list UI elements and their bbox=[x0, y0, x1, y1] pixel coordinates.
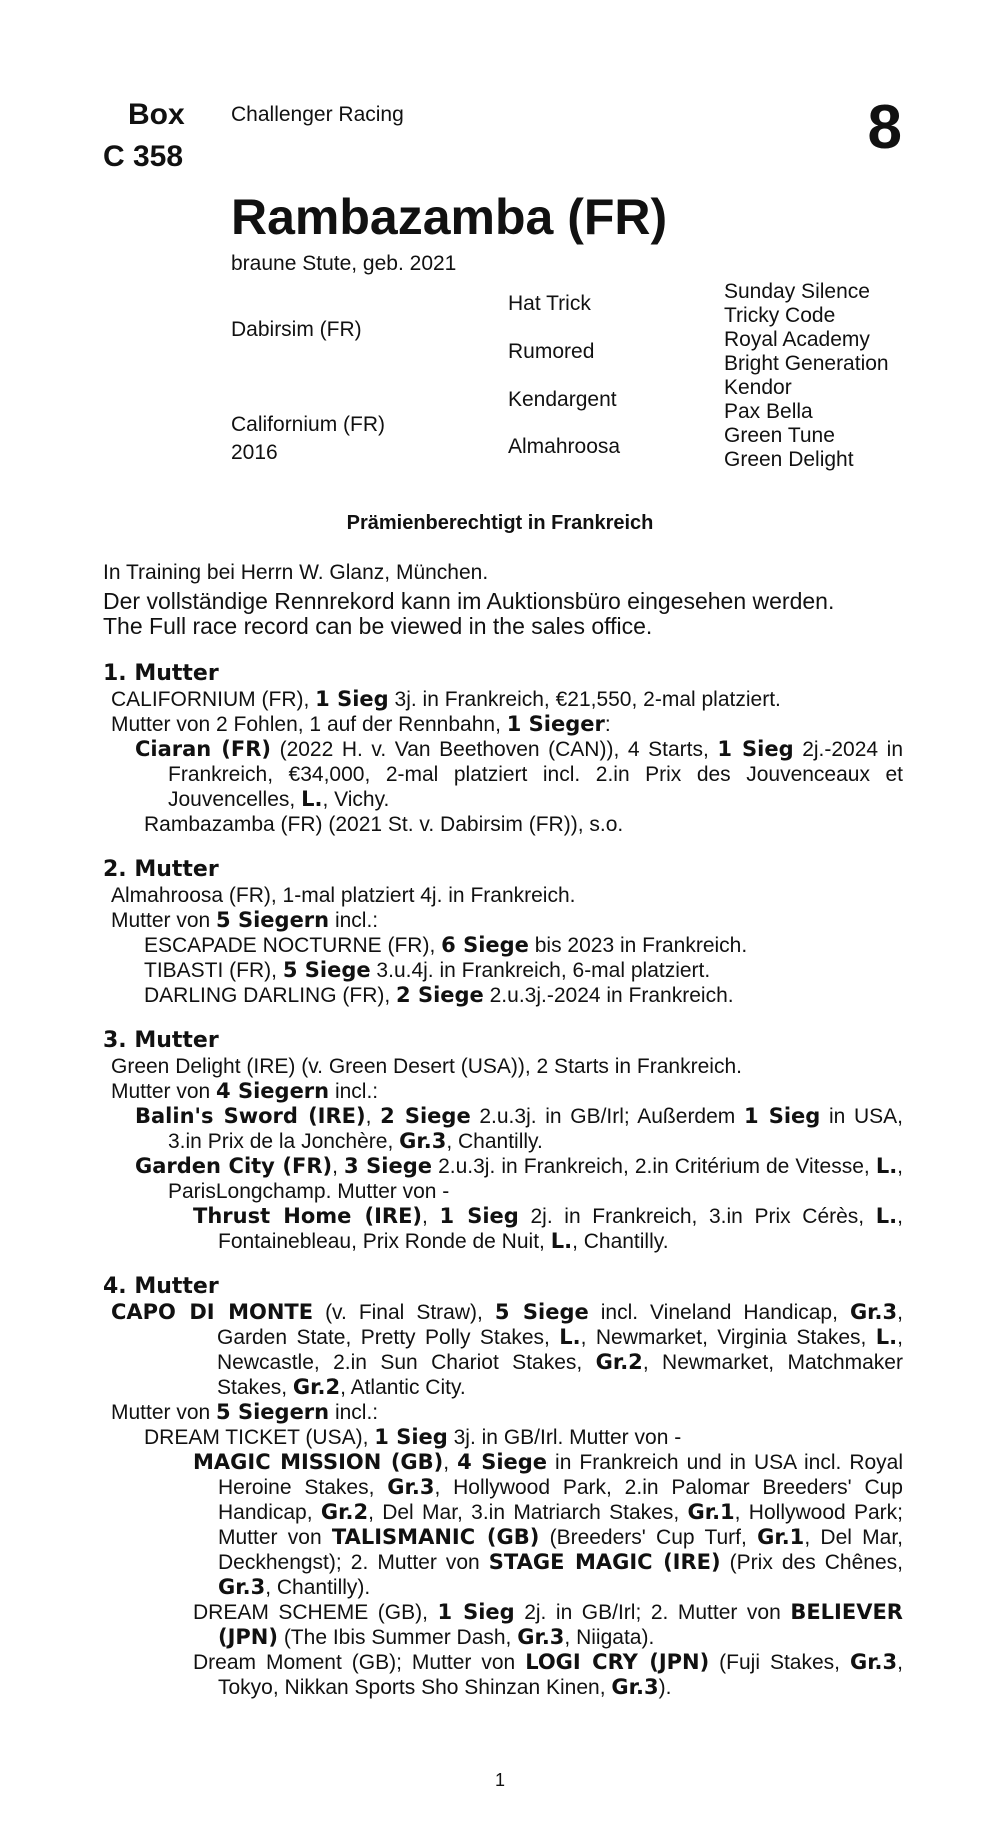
pedigree-grandparent: Rumored bbox=[508, 340, 595, 363]
section-title: 1. Mutter bbox=[103, 661, 219, 686]
produce-line: Mutter von 4 Siegern incl.: bbox=[111, 1079, 379, 1103]
record-note-de: Der vollständige Rennrekord kann im Auktionsbüro eingesehen werden. bbox=[103, 588, 835, 614]
first-dam-section bbox=[103, 661, 903, 837]
dam-line: Almahroosa (FR), 1-mal platziert 4j. in Frankreich. bbox=[111, 884, 576, 907]
fourth-dam-section bbox=[103, 1274, 903, 1700]
horse-description: braune Stute, geb. 2021 bbox=[231, 252, 457, 275]
pedigree-dam: Californium (FR) bbox=[231, 413, 386, 436]
offspring-entry: ESCAPADE NOCTURNE (FR), 6 Siege bis 2023 in Frankreich. bbox=[144, 933, 748, 957]
offspring-entry: Rambazamba (FR) (2021 St. v. Dabirsim (FR)), s.o. bbox=[144, 813, 624, 836]
page-number: 1 bbox=[494, 1770, 505, 1790]
box-number: C 358 bbox=[103, 140, 184, 173]
offspring-entry: Dream Moment (GB); Mutter von LOGI CRY (JPN) (Fuji Stakes, Gr.3, Tokyo, Nikkan Sports Sho Shinzan Kinen, Gr.3). bbox=[193, 1650, 903, 1699]
pedigree-great-grandparent: Green Delight bbox=[724, 448, 854, 471]
section-title: 2. Mutter bbox=[103, 857, 219, 882]
pedigree-great-grandparent: Green Tune bbox=[724, 424, 835, 447]
horse-name: Rambazamba (FR) bbox=[231, 189, 668, 245]
lot-number: 8 bbox=[867, 93, 902, 162]
pedigree-grandparent: Kendargent bbox=[508, 388, 617, 411]
section-title: 4. Mutter bbox=[103, 1274, 219, 1299]
offspring-entry: Garden City (FR), 3 Siege 2.u.3j. in Frankreich, 2.in Critérium de Vitesse, L., ParisLongchamp. Mutter von - bbox=[135, 1154, 904, 1203]
offspring-entry: MAGIC MISSION (GB), 4 Siege in Frankreich und in USA incl. Royal Heroine Stakes, Gr.3, Hollywood Park, 2.in Palomar Breeders' Cup Handicap, Gr.2, Del Mar, 3.in Matriarch Stakes, Gr.1, Hollywood Park; Mutter von TALISMANIC (GB) (Breeders' Cup Turf, Gr.1, Del Mar, Deckhengst); 2. Mutter von STAGE MAGIC (IRE) (Prix des Chênes, Gr.3, Chantilly). bbox=[193, 1450, 904, 1599]
dam-line: Green Delight (IRE) (v. Green Desert (USA)), 2 Starts in Frankreich. bbox=[111, 1055, 742, 1078]
second-dam-section bbox=[103, 857, 903, 1008]
pedigree-great-grandparent: Bright Generation bbox=[724, 352, 889, 375]
pedigree-grandparent: Almahroosa bbox=[508, 435, 621, 458]
bonus-eligibility: Prämienberechtigt in Frankreich bbox=[346, 512, 654, 534]
pedigree-great-grandparent: Royal Academy bbox=[724, 328, 870, 351]
offspring-entry: DREAM SCHEME (GB), 1 Sieg 2j. in GB/Irl; 2. Mutter von BELIEVER (JPN) (The Ibis Summer Dash, Gr.3, Niigata). bbox=[193, 1600, 903, 1649]
offspring-entry: TIBASTI (FR), 5 Siege 3.u.4j. in Frankreich, 6-mal platziert. bbox=[144, 958, 711, 982]
pedigree-great-grandparent: Sunday Silence bbox=[724, 280, 870, 303]
offspring-entry: Thrust Home (IRE), 1 Sieg 2j. in Frankreich, 3.in Prix Cérès, L., Fontainebleau, Prix Ronde de Nuit, L., Chantilly. bbox=[193, 1204, 903, 1253]
pedigree-great-grandparent: Pax Bella bbox=[724, 400, 813, 423]
offspring-entry: Ciaran (FR) (2022 H. v. Van Beethoven (CAN)), 4 Starts, 1 Sieg 2j.-2024 in Frankreich, €34,000, 2-mal platziert incl. 2.in Prix des Jouvenceaux et Jouvencelles, L., Vichy. bbox=[135, 737, 903, 811]
catalogue-body bbox=[103, 560, 903, 1700]
dam-line: CAPO DI MONTE (v. Final Straw), 5 Siege incl. Vineland Handicap, Gr.3, Garden State, Pretty Polly Stakes, L., Newmarket, Virginia Stakes, L., Newcastle, 2.in Sun Chariot Stakes, Gr.2, Newmarket, Matchmaker Stakes, Gr.2, Atlantic City. bbox=[111, 1300, 903, 1399]
consignor: Challenger Racing bbox=[231, 103, 404, 126]
section-title: 3. Mutter bbox=[103, 1028, 219, 1053]
third-dam-section bbox=[103, 1028, 903, 1254]
training-note: In Training bei Herrn W. Glanz, München. bbox=[103, 561, 489, 584]
pedigree-sire: Dabirsim (FR) bbox=[231, 318, 362, 341]
pedigree-dam-year: 2016 bbox=[231, 441, 278, 464]
offspring-entry: Balin's Sword (IRE), 2 Siege 2.u.3j. in GB/Irl; Außerdem 1 Sieg in USA, 3.in Prix de la Jonchère, Gr.3, Chantilly. bbox=[135, 1104, 903, 1153]
produce-line: Mutter von 5 Siegern incl.: bbox=[111, 1400, 379, 1424]
box-label: Box bbox=[128, 98, 185, 131]
offspring-entry: DARLING DARLING (FR), 2 Siege 2.u.3j.-2024 in Frankreich. bbox=[144, 983, 734, 1007]
record-note-en: The Full race record can be viewed in the sales office. bbox=[103, 613, 653, 639]
pedigree-great-grandparent: Tricky Code bbox=[724, 304, 836, 327]
pedigree-grandparent: Hat Trick bbox=[508, 292, 591, 315]
dam-line: CALIFORNIUM (FR), 1 Sieg 3j. in Frankreich, €21,550, 2-mal platziert. bbox=[111, 687, 781, 711]
produce-line: Mutter von 5 Siegern incl.: bbox=[111, 908, 379, 932]
pedigree-great-grandparent: Kendor bbox=[724, 376, 792, 399]
offspring-entry: DREAM TICKET (USA), 1 Sieg 3j. in GB/Irl. Mutter von - bbox=[144, 1425, 682, 1449]
produce-line: Mutter von 2 Fohlen, 1 auf der Rennbahn, 1 Sieger: bbox=[111, 712, 611, 736]
